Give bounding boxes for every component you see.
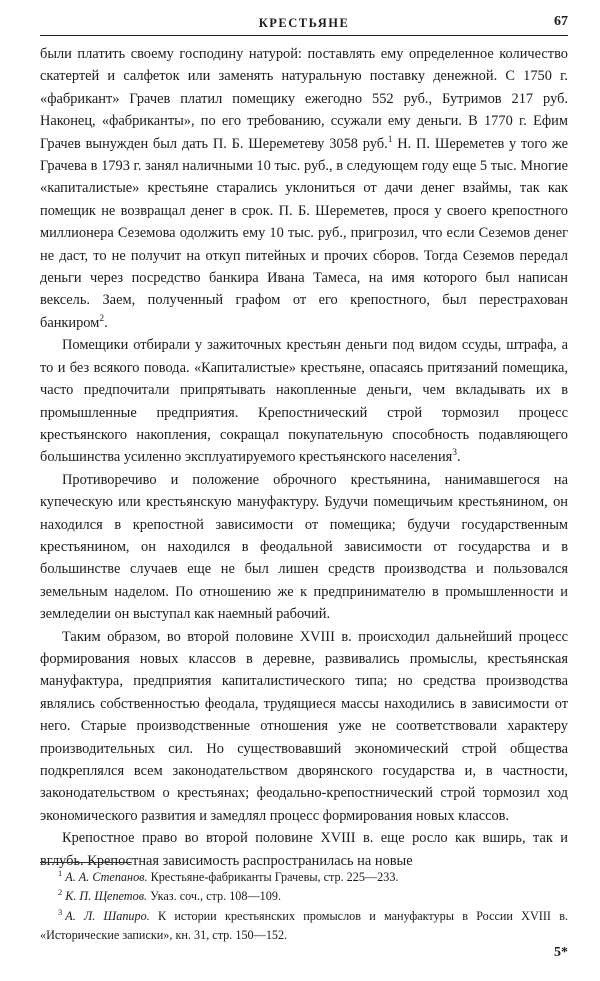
footnote-author: А. А. Степанов.: [65, 870, 148, 884]
footnote-text: Указ. соч., стр. 108—109.: [147, 889, 282, 904]
footnote-3: [40, 907, 568, 946]
paragraph-3: Противоречиво и положение оброчного крестьянина, нанимавшегося на купеческую или крестьянскую мануфактуру. Будучи помещичьим крестьянином, он находился в крепостной зависимости от помещика; будучи государственным крестьянином, он находился в феодальной зависимости от государства и в большинстве случаев еще не был лишен средств производства и пользовался земельным наделом. По отношению же к предпринимателю в промышленности и земледелии он выступал как наемный рабочий.: [40, 471, 568, 623]
footnotes: [40, 868, 568, 946]
paragraph-1: [40, 43, 568, 334]
printer-signature-mark: 5*: [554, 945, 568, 960]
footnote-text: Крестьяне-фабриканты Грачевы, стр. 225—233.: [147, 870, 399, 884]
footnote-ref-2[interactable]: 2: [99, 314, 105, 325]
page-number: 67: [554, 14, 568, 29]
paragraph-2-text: Помещики отбирали у зажиточных крестьян деньги под видом ссуды, штрафа, а то и без всякого повода. «Капиталистые» крестьяне, опасаясь притязаний помещика, часто предпочитали припрятывать накопленные деньги, чем вкладывать их в промышленные предприятия. Крепостнический строй тормозил процесс крестьянского накопления, сокращал покупательную способность подавляющего большинства усиленно эксплуатируемого крестьянского населения: [40, 337, 568, 466]
footnote-rule: [40, 862, 132, 863]
footnote-number: 3: [58, 906, 63, 917]
footnote-ref-3[interactable]: 3: [452, 448, 458, 459]
paragraph-2-end: .: [457, 449, 461, 466]
running-title: КРЕСТЬЯНЕ: [258, 16, 350, 30]
paragraph-5: Крепостное право во второй половине XVIII в. еще росло как вширь, так и вглубь. Крепостная зависимость распространилась на новые: [40, 830, 568, 869]
paragraph-2: [40, 334, 568, 468]
footnote-1: [40, 868, 568, 887]
page-header: [40, 14, 568, 36]
paragraph-1-text: были платить своему господину натурой: поставлять ему определенное количество скатертей и салфеток или заменять натуральную поставку денежной. С 1750 г. «фабрикант» Грачев платил помещику ежегодно 552 руб., Бутримов 217 руб. Наконец, «фабриканты», по его требованию, ссужали ему деньги. В 1770 г. Ефим Грачев вынужден был дать П. Б. Шереметеву 3058 руб.: [40, 46, 568, 152]
footnote-number: 2: [58, 887, 63, 898]
paragraph-1-end: .: [104, 314, 108, 331]
footnote-ref-1[interactable]: 1: [387, 134, 393, 145]
footnote-text: К истории крестьянских промыслов и мануфактуры в России XVIII в. «Исторические записки», кн. 31, стр. 150—152.: [40, 908, 568, 943]
footnote-author: К. П. Щепетов.: [65, 889, 148, 904]
header-rule: [40, 35, 568, 36]
main-text: [40, 43, 568, 872]
footnote-2: [40, 887, 568, 906]
paragraph-1-text-cont: Н. П. Шереметев у того же Грачева в 1793 г. занял наличными 10 тыс. руб., в следующем году еще 5 тыс. Многие «капиталистые» крестьяне старались уклониться от дачи денег взаймы, так как помещик не возвращал денег в срок. П. Б. Шереметев, прося у своего крепостного миллионера Сеземова одолжить ему 10 тыс. руб., пригрозил, что если Сеземов денег не даст, то не получит на откуп питейных и прочих сборов. Тогда Сеземов передал деньги через посредство банкира Ивана Тамеса, на имя которого был написан вексель. Заем, полученный графом от его крепостного, был перестрахован банкиром: [40, 135, 568, 331]
footnote-number: 1: [58, 867, 63, 878]
paragraph-4: Таким образом, во второй половине XVIII в. происходил дальнейший процесс формирования новых классов в деревне, развивались промыслы, крестьянская мануфактура, предприятия капиталистического типа; но средства производства являлись собственностью феодала, трудящиеся массы находились в зависимости от него. Старые производственные отношения уже не соответствовали характеру производительных сил. Но существовавший экономический строй общества подкреплялся всем законодательством дворянского государства и, в частности, законодательством о крестьянах; феодально-крепостнический строй тормозил ход экономического развития и замедлял процесс формирования новых классов.: [40, 628, 568, 824]
footnote-author: А. Л. Шапиро.: [65, 908, 150, 923]
